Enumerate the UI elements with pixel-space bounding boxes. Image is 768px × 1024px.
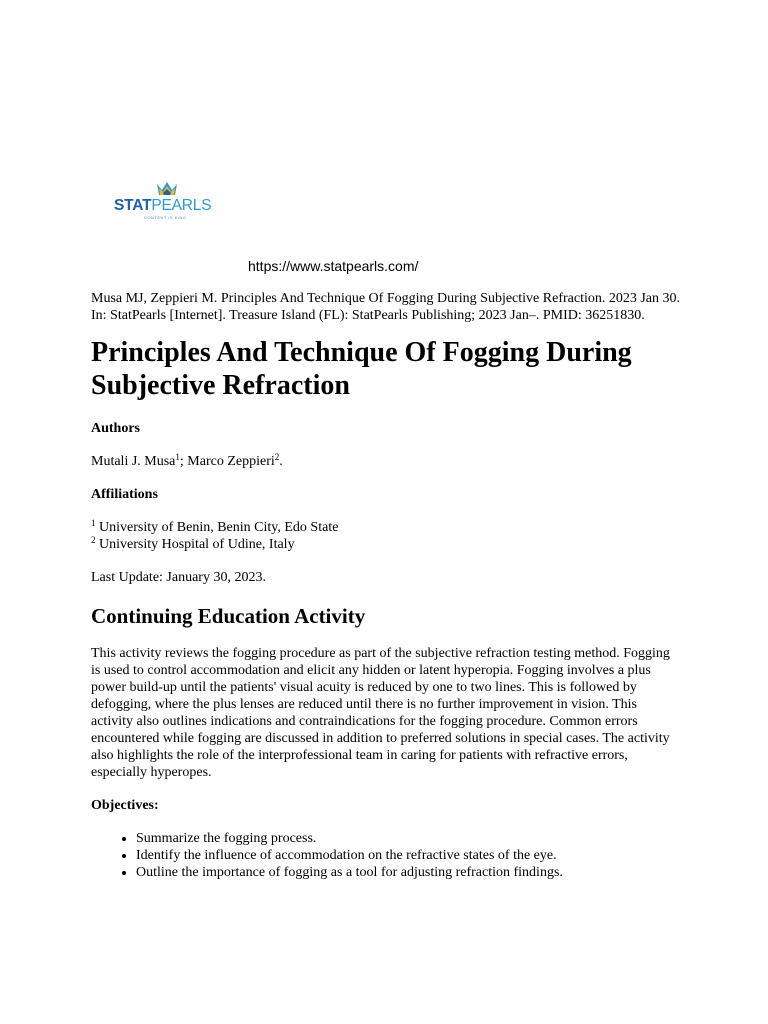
author-name: Marco Zeppieri [187,454,275,469]
objectives-list [91,830,681,881]
author-sup: 2 [274,452,280,462]
affiliation-item [91,519,681,536]
affiliation-text: University of Benin, Benin City, Edo State [95,520,339,535]
author-end: . [279,454,283,469]
author-name: Mutali J. Musa [91,454,176,469]
section-heading: Continuing Education Activity [91,604,366,628]
page-title: Principles And Technique Of Fogging During Subjective Refraction [91,337,632,401]
objectives-label: Objectives: [91,798,159,813]
authors-label: Authors [91,421,141,436]
statpearls-logo [114,181,226,223]
logo-stat: STAT [114,197,152,214]
logo-pearls: PEARLS [151,197,212,214]
authors-line [91,453,681,470]
list-item: • Outline the importance of fogging as a tool for adjusting refraction findings. [136,864,681,881]
crown-icon [156,181,178,196]
logo-tagline: CONTENT IS KING [144,215,187,220]
author-sup: 1 [175,452,180,462]
affiliation-sup: 2 [91,535,96,545]
list-item: • Identify the influence of accommodation on the refractive states of the eye. [136,847,681,864]
source-url[interactable]: https://www.statpearls.com/ [248,258,419,274]
logo-wordmark [114,198,211,214]
author-separator: ; [179,454,188,469]
last-update: Last Update: January 30, 2023. [91,570,266,585]
affiliation-sup: 1 [91,518,96,528]
affiliation-text: University Hospital of Udine, Italy [95,537,295,552]
activity-paragraph: This activity reviews the fogging procedure as part of the subjective refraction testing method. Fogging is used to control accommodation and elicit any hidden or latent hyperopia. Fogging involves a plus power build-up until the patients' visual acuity is reduced by one to two lines. This is followed by defogging, where the plus lenses are reduced until there is no further improvement in vision. This activity also outlines indications and contraindications for the fogging procedure. Common errors encountered while fogging are discussed in addition to preferred solutions in special cases. The activity also highlights the role of the interprofessional team in caring for patients with refractive errors, especially hyperopes. [91,646,670,780]
affiliations-list [91,519,681,553]
document-body [91,290,681,881]
list-item: • Summarize the fogging process. [136,830,681,847]
citation: Musa MJ, Zeppieri M. Principles And Technique Of Fogging During Subjective Refraction. 2023 Jan 30. In: StatPearls [Internet]. Treasure Island (FL): StatPearls Publishing; 2023 Jan–. PMID: 36251830. [91,291,681,323]
affiliations-label: Affiliations [91,487,158,502]
affiliation-item [91,536,681,553]
